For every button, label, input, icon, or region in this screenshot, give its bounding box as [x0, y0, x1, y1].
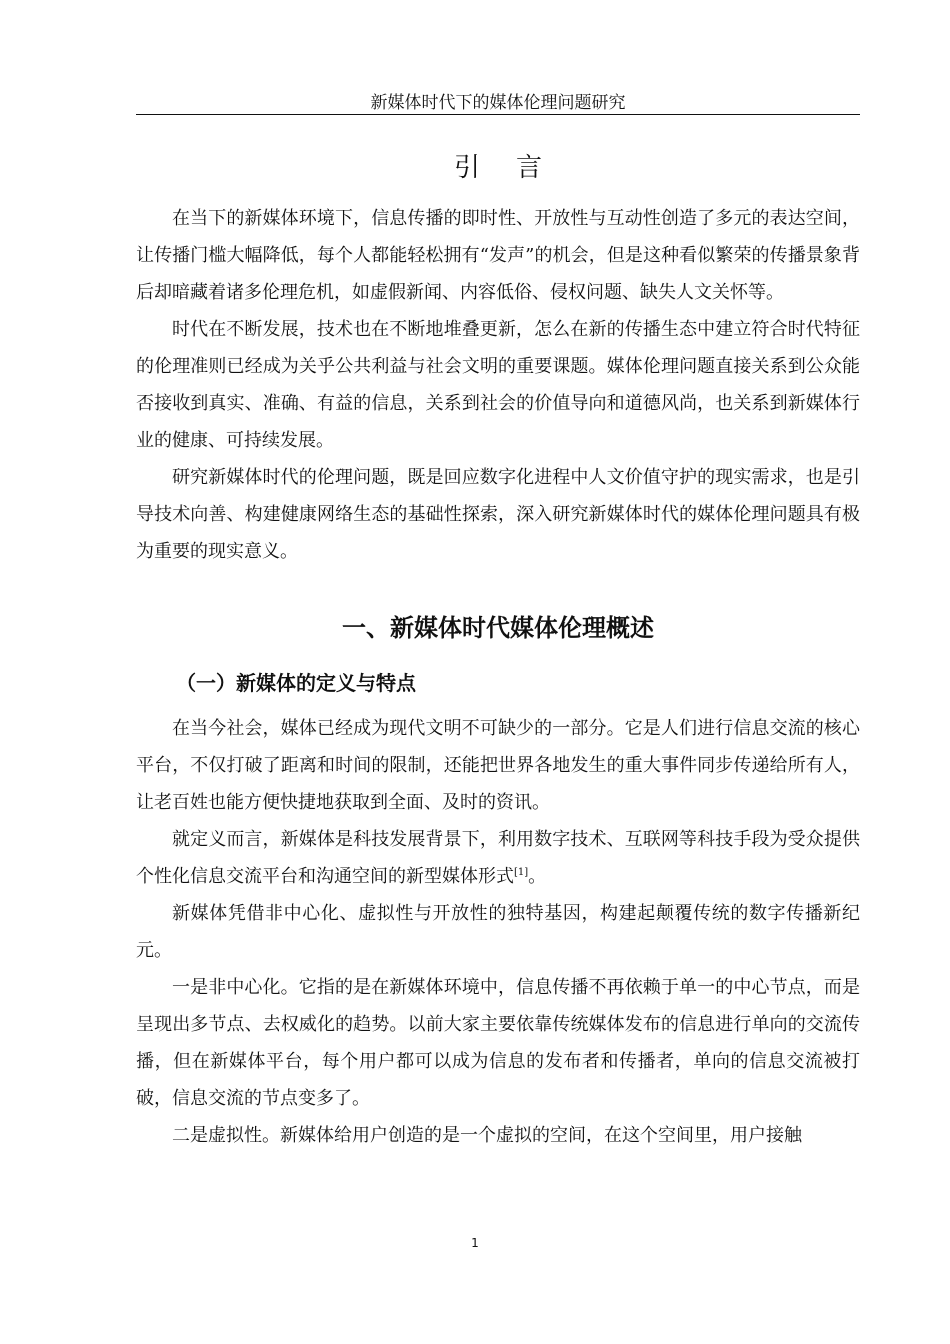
intro-paragraph-3: 研究新媒体时代的伦理问题，既是回应数字化进程中人文价值守护的现实需求，也是引导技术向善、构建健康网络生态的基础性探索，深入研究新媒体时代的媒体伦理问题具有极为重要的现实意义。 — [136, 467, 860, 562]
definition-end: 。 — [528, 866, 547, 887]
chapter-1-title: 一、新媒体时代媒体伦理概述 — [342, 614, 654, 642]
citation-marker[interactable]: [1] — [514, 867, 529, 878]
section-paragraph-1: 在当今社会，媒体已经成为现代文明不可缺少的一部分。它是人们进行信息交流的核心平台，不仅打破了距离和时间的限制，还能把世界各地发生的重大事件同步传递给所有人，让老百姓也能方便快捷地获取到全面、及时的资讯。 — [136, 718, 860, 813]
running-header: 新媒体时代下的媒体伦理问题研究 — [370, 93, 626, 113]
page-content — [136, 140, 860, 1154]
definition-paragraph — [136, 821, 860, 895]
section-paragraph-3: 一是非中心化。它指的是在新媒体环境中，信息传播不再依赖于单一的中心节点，而是呈现出多节点、去权威化的趋势。以前大家主要依靠传统媒体发布的信息进行单向的交流传播，但在新媒体平台，每个用户都可以成为信息的发布者和传播者，单向的信息交流被打破，信息交流的节点变多了。 — [136, 977, 860, 1109]
intro-title: 引言 — [453, 153, 578, 183]
section-1-title: （一）新媒体的定义与特点 — [176, 671, 416, 695]
section-paragraph-4: 二是虚拟性。新媒体给用户创造的是一个虚拟的空间，在这个空间里，用户接触 — [172, 1125, 802, 1146]
spacer — [136, 570, 860, 610]
page-number: 1 — [471, 1236, 479, 1250]
intro-paragraph-2: 时代在不断发展，技术也在不断地堆叠更新，怎么在新的传播生态中建立符合时代特征的伦理准则已经成为关乎公共利益与社会文明的重要课题。媒体伦理问题直接关系到公众能否接收到真实、准确、有益的信息，关系到社会的价值导向和道德风尚，也关系到新媒体行业的健康、可持续发展。 — [136, 319, 860, 451]
section-paragraph-2: 新媒体凭借非中心化、虚拟性与开放性的独特基因，构建起颠覆传统的数字传播新纪元。 — [136, 903, 860, 961]
header-rule — [136, 114, 860, 115]
definition-text: 就定义而言，新媒体是科技发展背景下，利用数字技术、互联网等科技手段为受众提供个性化信息交流平台和沟通空间的新型媒体形式 — [136, 829, 860, 887]
intro-paragraph-1: 在当下的新媒体环境下，信息传播的即时性、开放性与互动性创造了多元的表达空间，让传播门槛大幅降低，每个人都能轻松拥有“发声”的机会，但是这种看似繁荣的传播景象背后却暗藏着诸多伦理危机，如虚假新闻、内容低俗、侵权问题、缺失人文关怀等。 — [136, 208, 860, 303]
